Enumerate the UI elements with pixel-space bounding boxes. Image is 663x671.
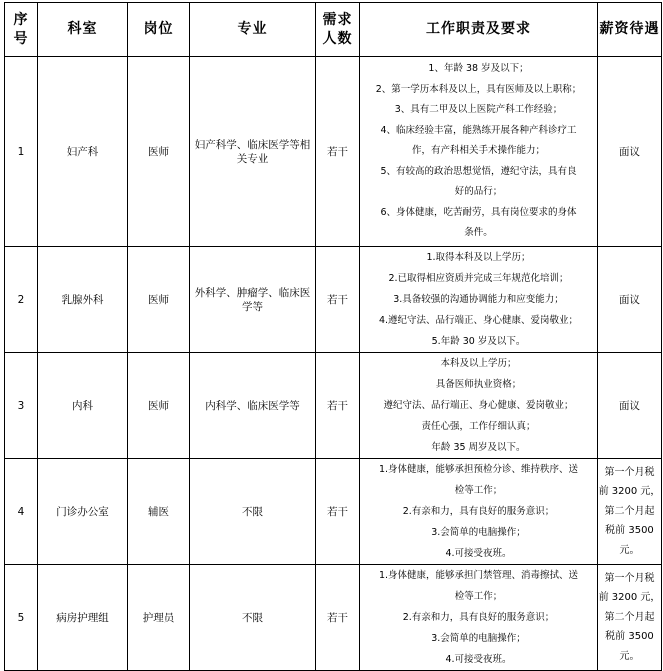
duty-line: 3.具备较强的沟通协调能力和应变能力； <box>393 294 564 305</box>
cell-position: 辅医 <box>128 459 190 565</box>
cell-salary <box>598 459 662 565</box>
cell-salary: 面议 <box>598 247 662 353</box>
duty-line: 年龄 35 周岁及以下。 <box>431 442 526 453</box>
cell-dept: 乳腺外科 <box>38 247 128 353</box>
salary-line: 第二个月起 <box>604 611 655 623</box>
cell-duties <box>360 247 598 353</box>
header-dept: 科室 <box>38 3 128 57</box>
cell-position: 医师 <box>128 353 190 459</box>
cell-dept: 妇产科 <box>38 57 128 247</box>
duty-line: 3.会简单的电脑操作； <box>431 633 526 644</box>
cell-position: 护理员 <box>128 565 190 671</box>
cell-major: 不限 <box>190 565 316 671</box>
cell-seq: 1 <box>5 57 38 247</box>
cell-duties <box>360 565 598 671</box>
cell-major: 不限 <box>190 459 316 565</box>
duty-line: 5.年龄 30 岁及以下。 <box>431 336 526 347</box>
duty-line: 4.可接受夜班。 <box>445 654 512 665</box>
duty-line: 责任心强，工作仔细认真； <box>421 421 536 432</box>
cell-quota: 若干 <box>316 565 360 671</box>
salary-line: 税前 3500 <box>605 525 654 537</box>
cell-major: 妇产科学、临床医学等相关专业 <box>190 57 316 247</box>
cell-dept: 门诊办公室 <box>38 459 128 565</box>
duty-line: 2.有亲和力，具有良好的服务意识； <box>402 506 555 517</box>
duty-line: 3、具有二甲及以上医院产科工作经验； <box>394 104 563 116</box>
table-row <box>5 57 662 247</box>
header-seq: 序号 <box>5 3 38 57</box>
table-row <box>5 353 662 459</box>
recruitment-table <box>4 2 662 671</box>
cell-quota: 若干 <box>316 459 360 565</box>
salary-line: 前 3200 元， <box>598 592 661 604</box>
duty-line: 1.身体健康，能够承担门禁管理、消毒擦拭、送 <box>378 570 579 581</box>
cell-duties <box>360 459 598 565</box>
header-row <box>5 3 662 57</box>
duty-line: 2.有亲和力，具有良好的服务意识； <box>402 612 555 623</box>
duty-line: 5、有较高的政治思想觉悟，遵纪守法，具有良 <box>380 165 577 177</box>
cell-duties <box>360 353 598 459</box>
cell-seq: 5 <box>5 565 38 671</box>
cell-position: 医师 <box>128 247 190 353</box>
duty-line: 1、年龄 38 岁及以下； <box>428 63 529 75</box>
duty-line: 好的品行； <box>454 186 503 198</box>
duty-line: 4、临床经验丰富，能熟练开展各种产科诊疗工 <box>380 124 577 136</box>
header-major: 专业 <box>190 3 316 57</box>
cell-seq: 4 <box>5 459 38 565</box>
duty-line: 检等工作； <box>454 591 503 602</box>
salary-line: 第二个月起 <box>604 505 655 517</box>
table-row <box>5 247 662 353</box>
duty-line: 4.遵纪守法、品行端正、身心健康、爱岗敬业； <box>378 315 579 326</box>
duty-line: 检等工作； <box>454 485 503 496</box>
duty-line: 本科及以上学历； <box>440 358 517 369</box>
salary-line: 元。 <box>619 650 640 662</box>
cell-dept: 病房护理组 <box>38 565 128 671</box>
duty-line: 2.已取得相应资质并完成三年规范化培训； <box>388 273 569 284</box>
duty-line: 具备医师执业资格； <box>435 379 522 390</box>
cell-major: 外科学、肿瘤学、临床医学等 <box>190 247 316 353</box>
cell-salary <box>598 565 662 671</box>
duty-line: 4.可接受夜班。 <box>445 548 512 559</box>
duty-line: 1.取得本科及以上学历； <box>426 252 531 263</box>
salary-line: 第一个月税 <box>604 572 655 584</box>
duty-line: 作，有产科相关手术操作能力； <box>411 145 545 157</box>
cell-quota: 若干 <box>316 353 360 459</box>
salary-line: 税前 3500 <box>605 631 654 643</box>
cell-position: 医师 <box>128 57 190 247</box>
cell-quota: 若干 <box>316 57 360 247</box>
duty-line: 遵纪守法、品行端正、身心健康、爱岗敬业； <box>383 400 574 411</box>
cell-salary: 面议 <box>598 57 662 247</box>
salary-line: 前 3200 元， <box>598 486 661 498</box>
salary-line: 元。 <box>619 544 640 556</box>
cell-quota: 若干 <box>316 247 360 353</box>
duty-line: 1.身体健康，能够承担预检分诊、维持秩序、送 <box>378 464 579 475</box>
duty-line: 6、身体健康，吃苦耐劳，具有岗位要求的身体 <box>380 206 577 218</box>
duty-line: 3.会简单的电脑操作； <box>431 527 526 538</box>
cell-duties <box>360 57 598 247</box>
header-quota: 需求人数 <box>316 3 360 57</box>
header-position: 岗位 <box>128 3 190 57</box>
header-salary: 薪资待遇 <box>598 3 662 57</box>
header-duties: 工作职责及要求 <box>360 3 598 57</box>
cell-seq: 3 <box>5 353 38 459</box>
cell-dept: 内科 <box>38 353 128 459</box>
table-row <box>5 565 662 671</box>
cell-seq: 2 <box>5 247 38 353</box>
cell-major: 内科学、临床医学等 <box>190 353 316 459</box>
duty-line: 条件。 <box>464 227 493 239</box>
table-row <box>5 459 662 565</box>
cell-salary: 面议 <box>598 353 662 459</box>
duty-line: 2、第一学历本科及以上，具有医师及以上职称； <box>375 83 582 95</box>
salary-line: 第一个月税 <box>604 466 655 478</box>
